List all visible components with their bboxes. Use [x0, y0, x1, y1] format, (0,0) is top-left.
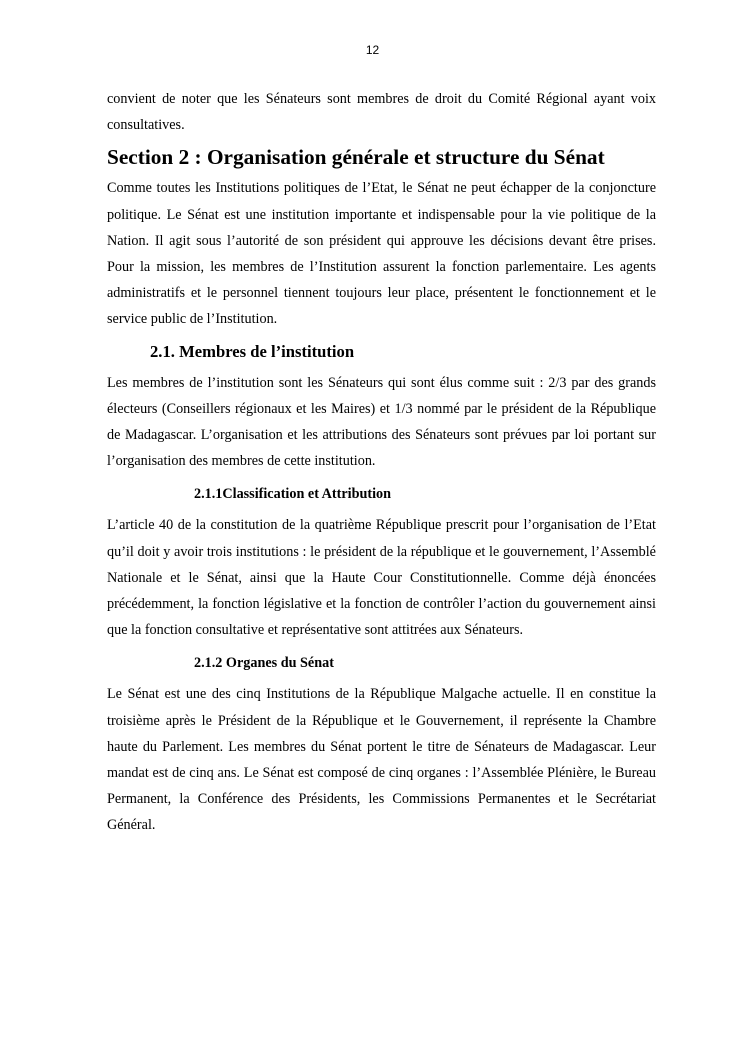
subsection-2-1-paragraph: Les membres de l’institution sont les Sénateurs qui sont élus comme suit : 2/3 par des grands électeurs (Conseillers régionaux et les Maires) et 1/3 nommé par le président de la République de Madagascar. L’organisation et les attributions des Sénateurs sont prévues par loi portant sur l’organisation des membres de cette institution.	[107, 374, 656, 470]
subsection-2-1-heading: 2.1. Membres de l’institution	[150, 341, 355, 361]
subsection-2-1-1-paragraph: L’article 40 de la constitution de la quatrième République prescrit pour l’organisation de l’Etat qu’il doit y avoir trois institutions : le président de la république et le gouvernement, l’Assemblé Nationale et le Sénat, ainsi que la Haute Cour Constitutionnelle. Comme déjà énoncées précédemment, la fonction législative et la fonction de contrôler l’action du gouvernement ainsi que la fonction consultative et représentative sont attitrées aux Sénateurs.	[107, 517, 656, 639]
subsection-2-1-2-heading: 2.1.2 Organes du Sénat	[194, 655, 334, 672]
subsection-2-1-1-heading: 2.1.1Classification et Attribution	[194, 486, 392, 503]
page-number: 12	[365, 43, 380, 57]
intro-paragraph: convient de noter que les Sénateurs sont membres de droit du Comité Régional ayant voix consultatives.	[107, 91, 656, 134]
subsection-2-1-2-paragraph: Le Sénat est une des cinq Institutions de la République Malgache actuelle. Il en constitue la troisième après le Président de la République et le Gouvernement, il représente la Chambre haute du Parlement. Les membres du Sénat portent le titre de Sénateurs de Madagascar. Leur mandat est de cinq ans. Le Sénat est composé de cinq organes : l’Assemblée Plénière, le Bureau Permanent, la Conférence des Présidents, les Commissions Permanentes et le Secrétariat Général.	[107, 686, 656, 834]
section-2-paragraph: Comme toutes les Institutions politiques de l’Etat, le Sénat ne peut échapper de la conjoncture politique. Le Sénat est une institution importante et indispensable pour la vie politique de la Nation. Il agit sous l’autorité de son président qui approuve les décisions devant être prises. Pour la mission, les membres de l’Institution assurent la fonction parlementaire. Les agents administratifs et le personnel tiennent toujours leur place, présentent le fonctionnement et le service public de l’Institution.	[107, 180, 656, 328]
section-2-heading: Section 2 : Organisation générale et structure du Sénat	[107, 145, 605, 170]
document-body	[107, 86, 656, 839]
